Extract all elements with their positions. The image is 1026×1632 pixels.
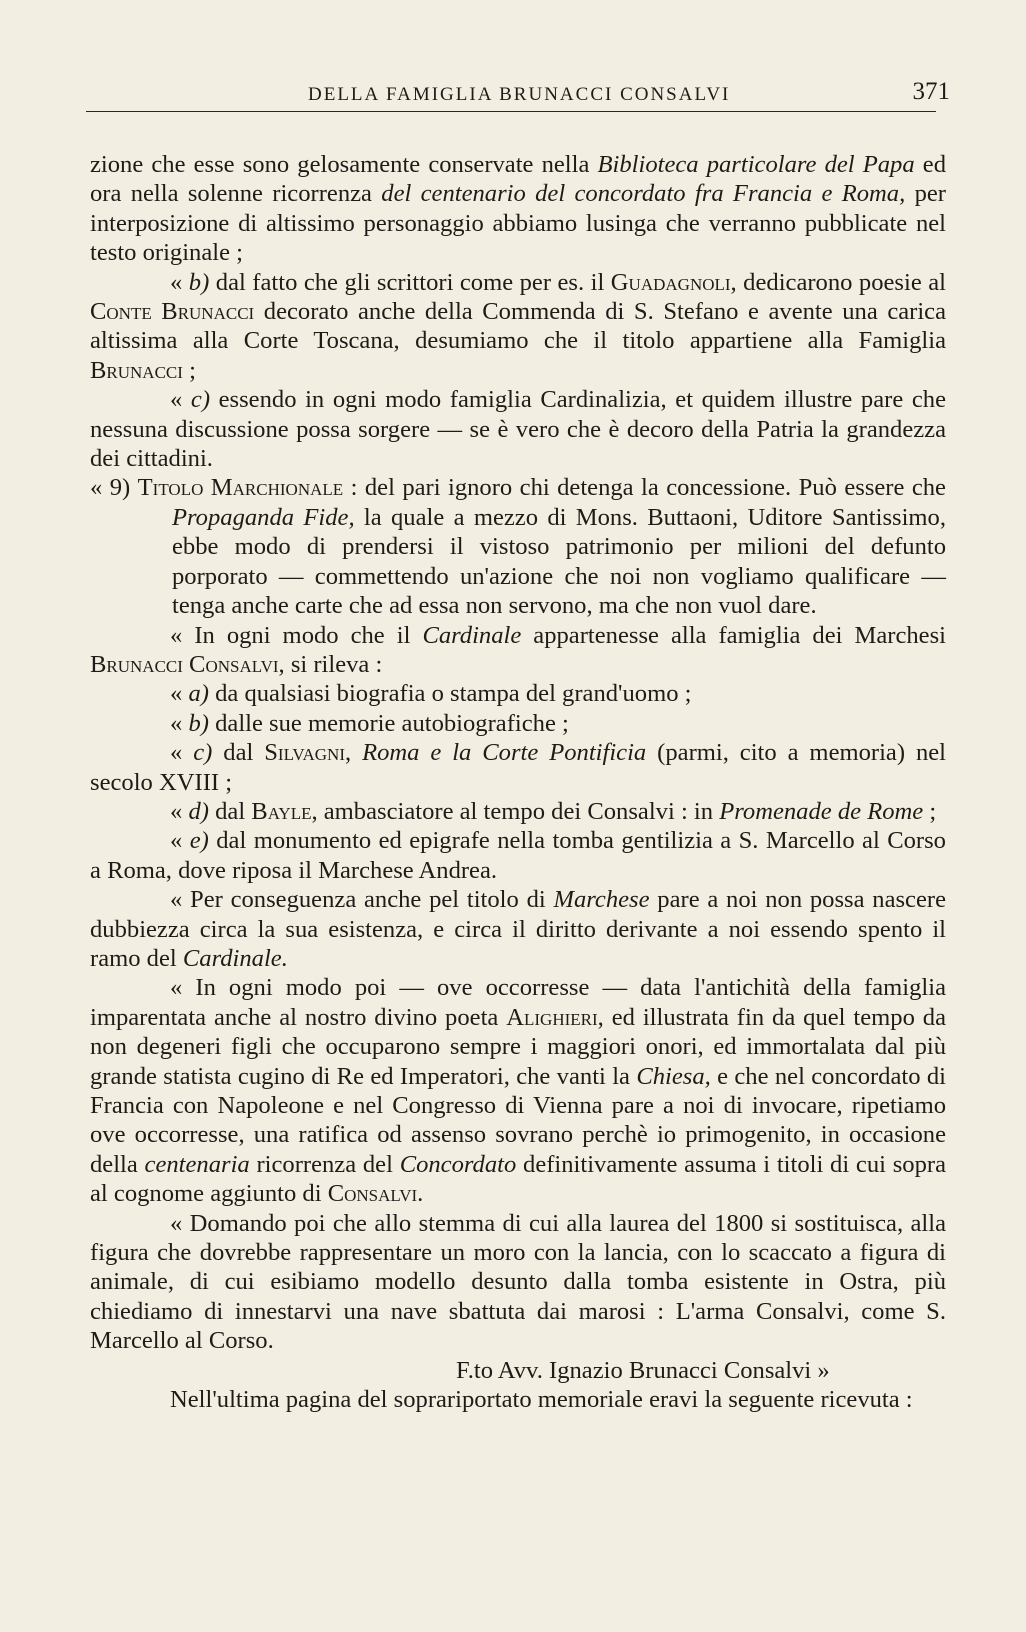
running-title: DELLA FAMIGLIA BRUNACCI CONSALVI bbox=[308, 84, 731, 105]
smallcaps-run: Consalvi bbox=[327, 1180, 418, 1208]
italic-run: b) bbox=[188, 709, 209, 737]
page-number: 371 bbox=[912, 78, 950, 105]
italic-run: Propaganda Fide, bbox=[172, 503, 355, 531]
text-run: « bbox=[170, 709, 189, 737]
paragraph bbox=[90, 679, 946, 708]
smallcaps-run: Alighieri bbox=[506, 1003, 598, 1031]
italic-run: Cardinale bbox=[422, 621, 522, 649]
text-run: dal monumento ed epigrafe nella tomba gentilizia a S. Marcello al Corso a Roma, dove riposa il Marchese Andrea. bbox=[90, 827, 946, 884]
paragraph bbox=[90, 385, 946, 473]
paragraph: Nell'ultima pagina del soprariportato memoriale eravi la seguente ricevuta : bbox=[170, 1386, 913, 1414]
smallcaps-run: Conte Brunacci bbox=[90, 298, 255, 326]
paragraph bbox=[90, 268, 946, 386]
paragraph bbox=[90, 738, 946, 797]
text-run: da qualsiasi biografia o stampa del grand'uomo ; bbox=[208, 680, 692, 708]
text-run: ; bbox=[923, 797, 937, 825]
text-run: per interposizione di altissimo personaggio abbiamo lusinga che verranno pubblicate nel testo originale ; bbox=[90, 180, 946, 267]
italic-run: c) bbox=[190, 386, 211, 414]
text-run: « bbox=[170, 739, 194, 767]
text-run: « bbox=[170, 680, 189, 708]
italic-run: e) bbox=[189, 827, 209, 855]
text-run: , ed illustrata fin da quel tempo da non degeneri figli che occuparono sempre i maggiori onori, ed immortalata dal più grande statista cugino di Re ed Imperatori, che vanti la bbox=[90, 1003, 946, 1090]
text-run: « bbox=[170, 797, 189, 825]
italic-run: a) bbox=[188, 680, 209, 708]
body-text bbox=[90, 150, 946, 1414]
text-run: definitivamente assuma i titoli di cui sopra al cognome aggiunto di bbox=[90, 1150, 946, 1208]
signature: F.to Avv. Ignazio Brunacci Consalvi » bbox=[456, 1356, 830, 1384]
text-run: dal bbox=[208, 797, 252, 825]
text-run: . bbox=[417, 1180, 424, 1208]
smallcaps-run: Titolo Marchionale bbox=[137, 474, 344, 502]
italic-run: Cardinale. bbox=[182, 944, 288, 972]
text-run: « bbox=[170, 268, 189, 296]
text-run: : del pari ignoro chi detenga la concessione. Può essere che bbox=[343, 474, 946, 502]
smallcaps-run: Bayle bbox=[251, 797, 312, 825]
text-run: « bbox=[170, 386, 191, 414]
text-run: « 9) bbox=[90, 474, 138, 502]
paragraph bbox=[90, 709, 946, 738]
text-run: essendo in ogni modo famiglia Cardinalizia, et quidem illustre pare che nessuna discussione possa sorgere — se è vero che è decoro della Patria la grandezza dei cittadini. bbox=[90, 386, 946, 473]
text-run: ; bbox=[182, 356, 196, 384]
italic-run: Chiesa, bbox=[636, 1062, 711, 1090]
italic-run: Promenade de Rome bbox=[719, 797, 924, 825]
text-run: (parmi, cito a memoria) nel secolo XVIII ; bbox=[90, 739, 947, 796]
text-run: « In ogni modo che il bbox=[170, 621, 423, 649]
text-run: , ambasciatore al tempo dei Consalvi : in bbox=[311, 797, 720, 825]
paragraph bbox=[90, 797, 946, 826]
text-run: la quale a mezzo di Mons. Buttaoni, Uditore Santissimo, ebbe modo di prendersi il vistoso patrimonio per milioni del defunto porporato — commettendo un'azione che noi non vogliamo qualificare — tenga anche carte che ad essa non servono, ma che non vuol dare. bbox=[172, 503, 947, 620]
text-run: « bbox=[170, 827, 190, 855]
italic-run: del centenario del concordato fra Francia e Roma, bbox=[381, 180, 906, 208]
text-run: ricorrenza del bbox=[249, 1150, 400, 1178]
paragraph bbox=[90, 826, 946, 885]
smallcaps-run: Silvagni bbox=[264, 739, 345, 767]
text-run: zione che esse sono gelosamente conservate nella bbox=[90, 151, 598, 178]
text-run: « In ogni modo poi — ove occorresse — data l'antichità della famiglia imparentata anche al nostro divino poeta bbox=[90, 974, 946, 1031]
paragraph bbox=[90, 885, 946, 973]
paragraph bbox=[90, 1209, 946, 1356]
italic-run: Concordato bbox=[399, 1150, 517, 1178]
paragraph bbox=[90, 473, 946, 620]
text-run: , si rileva : bbox=[278, 650, 383, 678]
paragraph bbox=[90, 973, 946, 1208]
paragraph bbox=[90, 621, 946, 680]
italic-run: Biblioteca particolare del Papa bbox=[597, 151, 915, 178]
italic-run: c) bbox=[193, 739, 213, 767]
text-run: ed ora nella solenne ricorrenza bbox=[90, 151, 946, 208]
header-rule bbox=[86, 111, 936, 112]
italic-run: Marchese bbox=[553, 886, 650, 914]
italic-run: Roma e la Corte Pontificia bbox=[362, 739, 647, 767]
text-run: , dedicarono poesie al bbox=[730, 268, 946, 296]
text-run: decorato anche della Commenda di S. Stefano e avente una carica altissima alla Corte Toscana, desumiamo che il titolo appartiene alla Famiglia bbox=[90, 298, 947, 355]
text-run: dal bbox=[212, 739, 265, 767]
paragraph bbox=[90, 150, 946, 268]
text-run: dal fatto che gli scrittori come per es. il bbox=[209, 268, 611, 296]
italic-run: centenaria bbox=[144, 1150, 250, 1178]
text-run: pare a noi non possa nascere dubbiezza circa la sua esistenza, e circa il diritto derivante a noi essendo spento il ramo del bbox=[90, 886, 946, 972]
page-header bbox=[86, 78, 950, 112]
text-run: « Domando poi che allo stemma di cui alla laurea del 1800 si sostituisca, alla figura che dovrebbe rappresentare un moro con la lancia, con lo scaccato a figura di animale, di cui esibiamo modello desunto dalla tomba esistente in Ostra, più chiediamo di innestarvi una nave sbattuta dai marosi : L'arma Consalvi, come S. Marcello al Corso. bbox=[90, 1209, 946, 1355]
text-run: , bbox=[345, 739, 363, 767]
smallcaps-run: Brunacci bbox=[90, 356, 183, 384]
italic-run: b) bbox=[188, 268, 210, 296]
text-run: appartenesse alla famiglia dei Marchesi bbox=[521, 621, 947, 649]
text-run: « Per conseguenza anche pel titolo di bbox=[170, 886, 554, 914]
italic-run: d) bbox=[188, 797, 209, 825]
text-run: e che nel concordato di Francia con Napoleone e nel Congresso di Vienna pare a noi di invocare, ripetiamo ove occorresse, una ratifica od assenso sovrano perchè io primogenito, in occasione della bbox=[90, 1062, 947, 1178]
text-run: dalle sue memorie autobiografiche ; bbox=[208, 709, 569, 737]
smallcaps-run: Guadagnoli bbox=[610, 268, 731, 296]
smallcaps-run: Brunacci Consalvi bbox=[90, 650, 279, 678]
